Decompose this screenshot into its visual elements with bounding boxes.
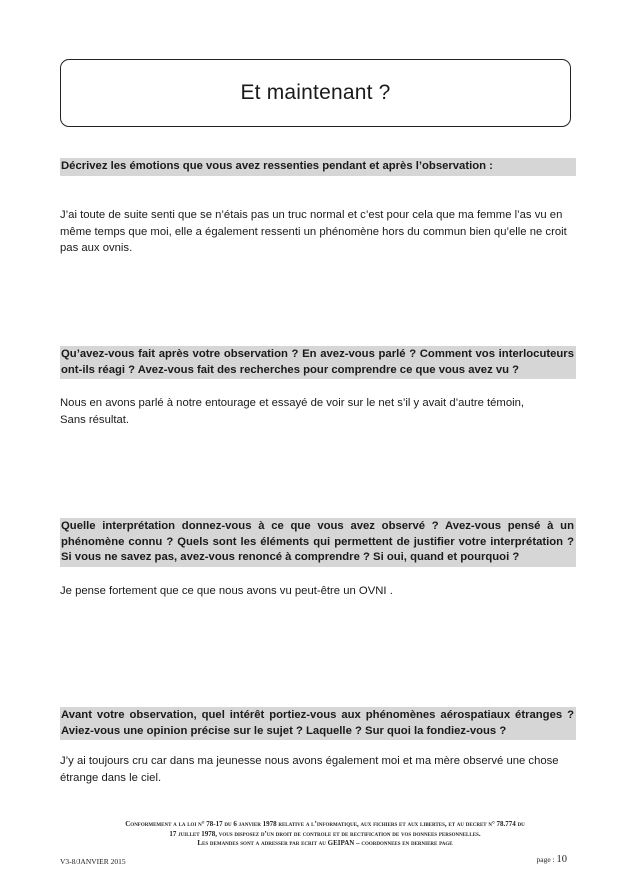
page-label: page : <box>536 855 555 864</box>
page-indicator <box>537 854 568 865</box>
page-title-box <box>60 59 571 127</box>
answer-after-observation: Nous en avons parlé à notre entourage et essayé de voir sur le net s’il y avait d’autre témoin, Sans résultat. <box>60 397 525 426</box>
answer-interpretation: Je pense fortement que ce que nous avons vu peut-être un OVNI . <box>60 585 393 597</box>
question-emotions: Décrivez les émotions que vous avez ressenties pendant et après l’observation : <box>60 158 576 176</box>
answer-emotions: J’ai toute de suite senti que se n’étais pas un truc normal et c’est pour cela que ma femme l’as vu en même temps que moi, elle a également ressenti un phénomène hors du commun bien qu’elle ne croit pas aux ovnis. <box>60 209 567 254</box>
legal-notice <box>70 820 580 849</box>
question-prior-interest: Avant votre observation, quel intérêt portiez-vous aux phénomènes aérospatiaux étranges ? Aviez-vous une opinion précise sur le sujet ? Laquelle ? Sur quoi la fondiez-vous ? <box>60 707 576 740</box>
legal-notice-line: Conformement a la loi n° 78-17 du 6 janvier 1978 relative a l’informatique, aux fichiers et aux libertes, et au decret n° 78.774 du <box>125 820 525 828</box>
document-version: V3-8/JANVIER 2015 <box>60 857 126 866</box>
page-title: Et maintenant ? <box>240 81 391 104</box>
answer-prior-interest: J’y ai toujours cru car dans ma jeunesse nous avons également moi et ma mère observé une chose étrange dans le ciel. <box>60 755 559 784</box>
question-after-observation: Qu’avez-vous fait après votre observation ? En avez-vous parlé ? Comment vos interlocuteurs ont-ils réagi ? Avez-vous fait des recherches pour comprendre ce que vous avez vu ? <box>60 346 576 379</box>
page-number: 10 <box>556 854 567 865</box>
legal-notice-line: Les demandes sont a adresser par ecrit au GEIPAN – coordonnees en derniere page <box>197 839 453 847</box>
question-interpretation: Quelle interprétation donnez-vous à ce que vous avez observé ? Avez-vous pensé à un phénomène connu ? Quels sont les éléments qui permettent de justifier votre interprétation ? Si vous ne savez pas, avez-vous renoncé à comprendre ? Si oui, quand et pourquoi ? <box>60 518 576 567</box>
legal-notice-line: 17 juillet 1978, vous disposez d’un droit de controle et de rectification de vos donnees personnelles. <box>169 829 481 838</box>
